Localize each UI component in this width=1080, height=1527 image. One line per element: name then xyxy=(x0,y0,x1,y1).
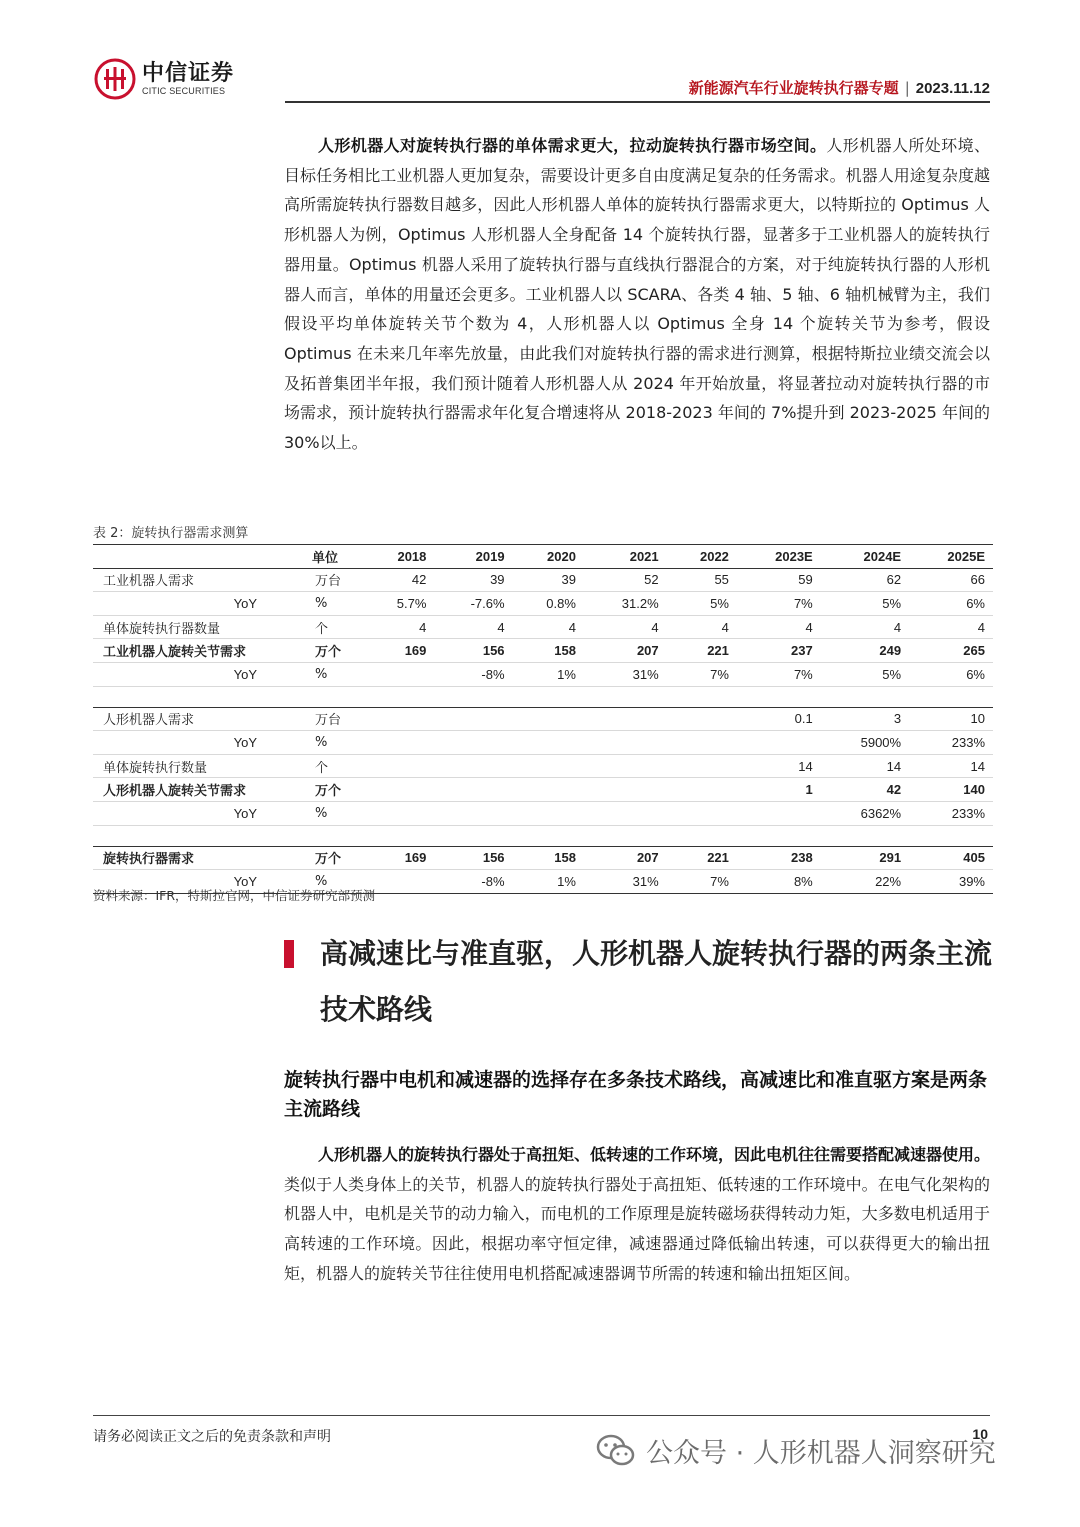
value-cell: 31% xyxy=(584,870,667,894)
value-cell xyxy=(434,731,512,755)
header-year: 2020 xyxy=(513,545,584,569)
value-cell: 14 xyxy=(737,754,821,778)
table-spacer-row xyxy=(93,825,993,846)
value-cell: 291 xyxy=(821,846,909,870)
value-cell xyxy=(667,731,737,755)
table-row xyxy=(93,662,993,686)
header-year: 2019 xyxy=(434,545,512,569)
demand-estimate-table xyxy=(93,544,993,894)
value-cell: 31.2% xyxy=(584,592,667,616)
row-label: 工业机器人旋转关节需求 xyxy=(93,639,287,663)
row-unit: % xyxy=(287,731,363,755)
company-logo xyxy=(94,58,234,100)
value-cell: 5.7% xyxy=(363,592,434,616)
table-row xyxy=(93,592,993,616)
value-cell xyxy=(363,707,434,731)
row-unit: % xyxy=(287,870,363,894)
value-cell: 140 xyxy=(909,778,993,802)
value-cell: 7% xyxy=(737,662,821,686)
report-date: 2023.11.12 xyxy=(915,80,990,97)
value-cell: 10 xyxy=(909,707,993,731)
logo-english-name: CITIC SECURITIES xyxy=(142,86,226,96)
value-cell: 4 xyxy=(909,615,993,639)
value-cell: 265 xyxy=(909,639,993,663)
value-cell: 55 xyxy=(667,568,737,592)
value-cell xyxy=(667,754,737,778)
value-cell: 3 xyxy=(821,707,909,731)
value-cell xyxy=(737,801,821,825)
value-cell: 0.8% xyxy=(513,592,584,616)
footer-divider xyxy=(93,1415,990,1416)
value-cell xyxy=(584,731,667,755)
value-cell xyxy=(584,754,667,778)
body-paragraph-1 xyxy=(284,131,990,458)
value-cell: 405 xyxy=(909,846,993,870)
table-row xyxy=(93,846,993,870)
value-cell: 156 xyxy=(434,639,512,663)
row-unit: 个 xyxy=(287,615,363,639)
value-cell: 207 xyxy=(584,846,667,870)
paragraph-lead: 人形机器人的旋转执行器处于高扭矩、低转速的工作环境，因此电机往往需要搭配减速器使用。 xyxy=(318,1145,991,1164)
row-unit: % xyxy=(287,801,363,825)
header-year: 2021 xyxy=(584,545,667,569)
value-cell xyxy=(667,707,737,731)
value-cell xyxy=(584,707,667,731)
value-cell: 7% xyxy=(667,662,737,686)
header-year: 2023E xyxy=(737,545,821,569)
spacer-cell xyxy=(93,686,993,707)
row-label: YoY xyxy=(93,592,287,616)
table-caption: 表 2：旋转执行器需求测算 xyxy=(93,526,249,541)
value-cell: 0.1 xyxy=(737,707,821,731)
value-cell: 39 xyxy=(513,568,584,592)
value-cell: 6% xyxy=(909,592,993,616)
value-cell: 221 xyxy=(667,639,737,663)
table-spacer-row xyxy=(93,686,993,707)
value-cell xyxy=(513,754,584,778)
watermark xyxy=(596,1431,996,1470)
value-cell: -7.6% xyxy=(434,592,512,616)
watermark-text: 公众号 · 人形机器人洞察研究 xyxy=(646,1438,996,1469)
value-cell: 62 xyxy=(821,568,909,592)
table-row xyxy=(93,754,993,778)
table-row xyxy=(93,615,993,639)
value-cell: 1% xyxy=(513,662,584,686)
value-cell: 59 xyxy=(737,568,821,592)
row-label: YoY xyxy=(93,801,287,825)
row-unit: % xyxy=(287,592,363,616)
row-label: 人形机器人需求 xyxy=(93,707,287,731)
paragraph-text: 人形机器人所处环境、目标任务相比工业机器人更加复杂，需要设计更多自由度满足复杂的任务需求。机器人用途复杂度越高所需旋转执行器数目越多，因此人形机器人单体的旋转执行器需求更大，以特斯拉的 Optimus 人形机器人为例，Optimus 人形机器人全身配备 14 个旋转执行器，显著多于工业机器人的旋转执行器用量。Optimus 机器人采用了旋转执行器与直线执行器混合的方案，对于纯旋转执行器的人形机器人而言，单体的用量还会更多。工业机器人以 SCARA、各类 4 轴、5 轴、6 轴机械臂为主，我们假设平均单体旋转关节个数为 4，人形机器人以 Optimus 全身 14 个旋转关节为参考，假设 Optimus 在未来几年率先放量，由此我们对旋转执行器的需求进行测算，根据特斯拉业绩交流会以及拓普集团半年报，我们预计随着人形机器人从 2024 年开始放量，将显著拉动对旋转执行器的市场需求，预计旋转执行器需求年化复合增速将从 2018-2023 年间的 7%提升到 2023-2025 年间的 30%以上。 xyxy=(284,136,990,453)
section-subtitle: 旋转执行器中电机和减速器的选择存在多条技术路线，高减速比和准直驱方案是两条主流路线 xyxy=(284,1069,988,1120)
row-unit: 万个 xyxy=(287,846,363,870)
report-title: 新能源汽车行业旋转执行器专题 xyxy=(688,79,899,97)
value-cell: 66 xyxy=(909,568,993,592)
table-row xyxy=(93,707,993,731)
value-cell: 4 xyxy=(434,615,512,639)
citic-logo-icon xyxy=(94,58,136,100)
value-cell xyxy=(667,801,737,825)
value-cell xyxy=(513,801,584,825)
table-row xyxy=(93,639,993,663)
spacer-cell xyxy=(93,825,993,846)
value-cell: 156 xyxy=(434,846,512,870)
logo-chinese-name: 中信证券 xyxy=(142,61,235,86)
row-unit: 万个 xyxy=(287,778,363,802)
section-marker-bar xyxy=(284,940,294,968)
value-cell: 1 xyxy=(737,778,821,802)
table-row xyxy=(93,568,993,592)
value-cell xyxy=(584,778,667,802)
table-source: 资料来源：IFR，特斯拉官网，中信证券研究部预测 xyxy=(93,888,376,903)
value-cell: -8% xyxy=(434,870,512,894)
value-cell: 14 xyxy=(909,754,993,778)
table-header-row xyxy=(93,545,993,569)
value-cell: -8% xyxy=(434,662,512,686)
header-separator: | xyxy=(904,79,910,97)
value-cell: 207 xyxy=(584,639,667,663)
footer-disclaimer: 请务必阅读正文之后的免责条款和声明 xyxy=(93,1429,331,1445)
page-number: 10 xyxy=(972,1426,988,1442)
value-cell xyxy=(513,731,584,755)
header-divider xyxy=(285,101,990,103)
value-cell: 7% xyxy=(667,870,737,894)
value-cell: 31% xyxy=(584,662,667,686)
value-cell: 233% xyxy=(909,731,993,755)
value-cell xyxy=(667,778,737,802)
value-cell xyxy=(434,754,512,778)
value-cell xyxy=(737,731,821,755)
value-cell: 1% xyxy=(513,870,584,894)
value-cell: 221 xyxy=(667,846,737,870)
value-cell: 42 xyxy=(821,778,909,802)
value-cell xyxy=(363,778,434,802)
value-cell: 5900% xyxy=(821,731,909,755)
header-label-cell xyxy=(93,545,287,569)
value-cell xyxy=(434,778,512,802)
value-cell: 169 xyxy=(363,846,434,870)
value-cell: 6% xyxy=(909,662,993,686)
value-cell: 158 xyxy=(513,639,584,663)
value-cell: 4 xyxy=(363,615,434,639)
value-cell: 238 xyxy=(737,846,821,870)
value-cell: 5% xyxy=(821,592,909,616)
table-row xyxy=(93,801,993,825)
value-cell: 6362% xyxy=(821,801,909,825)
value-cell xyxy=(434,707,512,731)
row-unit: 万台 xyxy=(287,707,363,731)
section-title: 高减速比与准直驱，人形机器人旋转执行器的两条主流技术路线 xyxy=(320,937,993,1026)
header-year: 2018 xyxy=(363,545,434,569)
paragraph-lead: 人形机器人对旋转执行器的单体需求更大，拉动旋转执行器市场空间。 xyxy=(318,136,827,155)
wechat-icon xyxy=(596,1433,636,1469)
value-cell: 4 xyxy=(513,615,584,639)
value-cell: 4 xyxy=(667,615,737,639)
value-cell xyxy=(363,662,434,686)
value-cell xyxy=(513,778,584,802)
value-cell: 4 xyxy=(821,615,909,639)
value-cell: 14 xyxy=(821,754,909,778)
value-cell xyxy=(513,707,584,731)
value-cell: 5% xyxy=(821,662,909,686)
paragraph-text: 类似于人类身体上的关节，机器人的旋转执行器处于高扭矩、低转速的工作环境中。在电气化架构的机器人中，电机是关节的动力输入，而电机的工作原理是旋转磁场获得转动力矩，大多数电机适用于高转速的工作环境。因此，根据功率守恒定律，减速器通过降低输出转速，可以获得更大的输出扭矩，机器人的旋转关节往往使用电机搭配减速器调节所需的转速和输出扭矩区间。 xyxy=(284,1174,990,1283)
value-cell xyxy=(363,731,434,755)
row-label: 单体旋转执行数量 xyxy=(93,754,287,778)
header-year: 2024E xyxy=(821,545,909,569)
value-cell: 4 xyxy=(737,615,821,639)
value-cell xyxy=(363,801,434,825)
row-label: YoY xyxy=(93,731,287,755)
header-year: 2022 xyxy=(667,545,737,569)
value-cell xyxy=(434,801,512,825)
report-header xyxy=(689,77,990,98)
value-cell: 237 xyxy=(737,639,821,663)
value-cell xyxy=(584,801,667,825)
header-year: 2025E xyxy=(909,545,993,569)
value-cell: 4 xyxy=(584,615,667,639)
row-unit: % xyxy=(287,662,363,686)
value-cell: 233% xyxy=(909,801,993,825)
value-cell: 39% xyxy=(909,870,993,894)
table-row xyxy=(93,731,993,755)
row-unit: 个 xyxy=(287,754,363,778)
value-cell xyxy=(363,754,434,778)
value-cell: 52 xyxy=(584,568,667,592)
row-label: 工业机器人需求 xyxy=(93,568,287,592)
value-cell: 5% xyxy=(667,592,737,616)
value-cell: 39 xyxy=(434,568,512,592)
table-row xyxy=(93,778,993,802)
value-cell: 158 xyxy=(513,846,584,870)
row-unit: 万个 xyxy=(287,639,363,663)
row-label: YoY xyxy=(93,662,287,686)
row-label: 人形机器人旋转关节需求 xyxy=(93,778,287,802)
value-cell: 8% xyxy=(737,870,821,894)
header-unit: 单位 xyxy=(287,545,363,569)
row-label: YoY xyxy=(93,870,287,894)
value-cell: 249 xyxy=(821,639,909,663)
row-unit: 万台 xyxy=(287,568,363,592)
row-label: 旋转执行器需求 xyxy=(93,846,287,870)
row-label: 单体旋转执行器数量 xyxy=(93,615,287,639)
value-cell: 7% xyxy=(737,592,821,616)
value-cell: 22% xyxy=(821,870,909,894)
value-cell: 169 xyxy=(363,639,434,663)
value-cell: 42 xyxy=(363,568,434,592)
body-paragraph-2 xyxy=(284,1140,990,1289)
